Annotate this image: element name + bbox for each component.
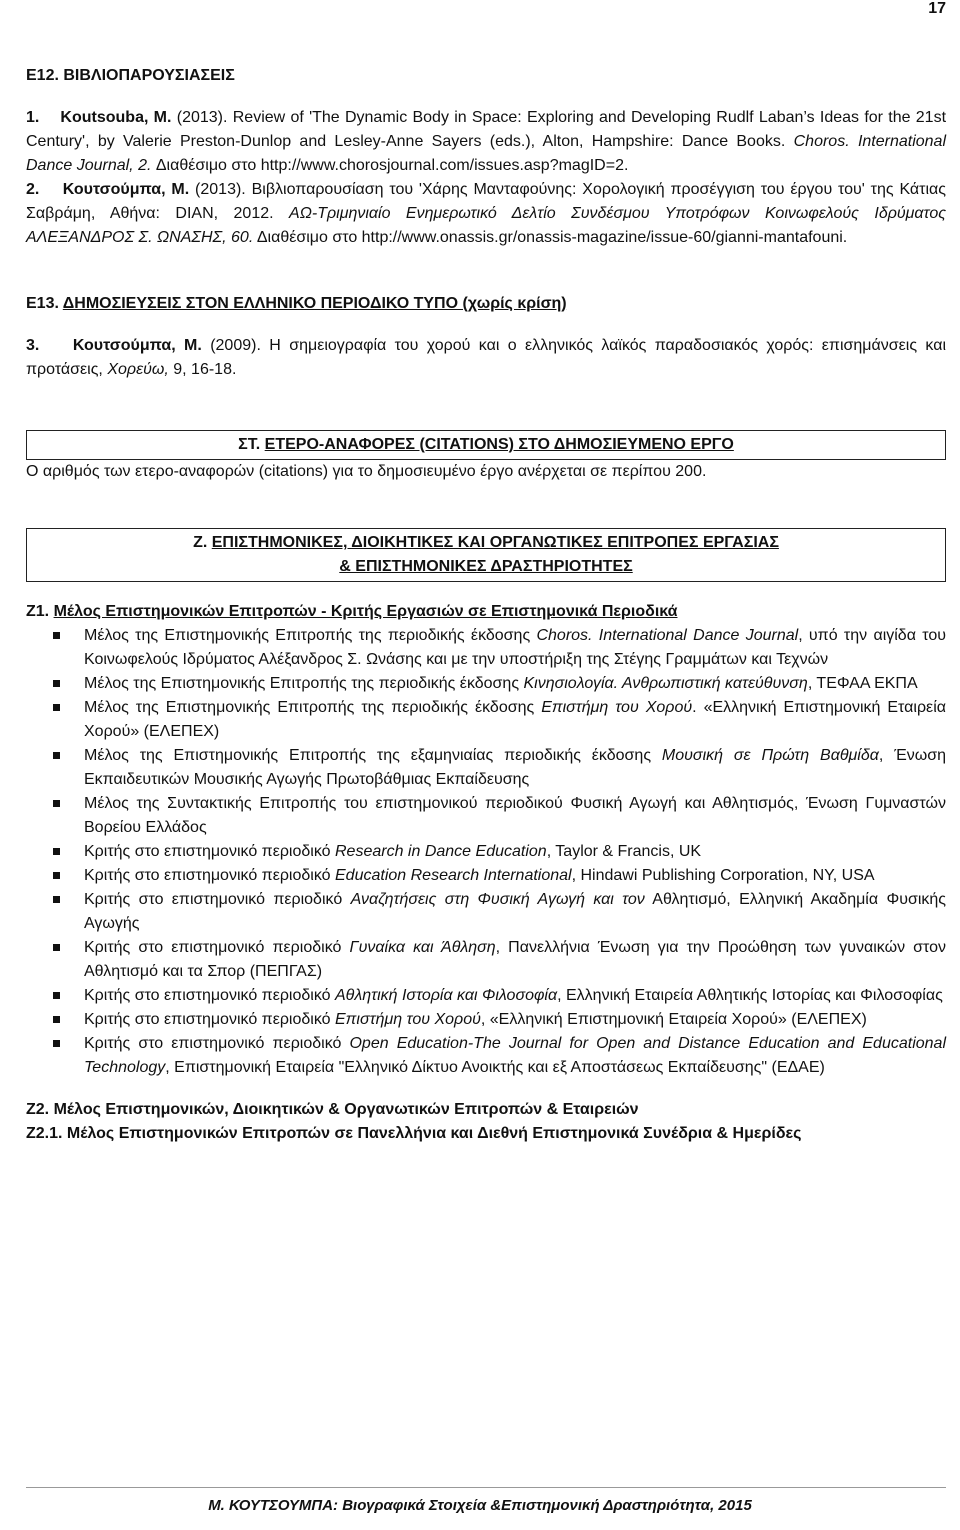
ref-text: Review of 'The Dynamic Body in Space: Exploring and Developing Rudlf Laban’s Ideas for the 21st Century', by Valerie Preston-Dunlop and Lesley-Anne Sayers (eds.), Alton, Hampshire: Dance Books.: [26, 109, 947, 150]
list-item: Κριτής στο επιστημονικό περιοδικό Education Research International, Hindawi Publishing Corporation, NY, USA: [26, 864, 946, 888]
section-st-heading: ΕΤΕΡΟ-ΑΝΑΦΟΡΕΣ (CITATIONS) ΣΤΟ ΔΗΜΟΣΙΕΥΜΕΝΟ ΕΡΓΟ: [264, 436, 734, 453]
ref-availability: Διαθέσιμο στο http://www.chorosjournal.com/issues.asp?magID=2.: [155, 157, 629, 174]
section-e13-number: Ε13.: [26, 295, 59, 312]
list-item: Μέλος της Επιστημονικής Επιτροπής της περιοδικής έκδοσης Επιστήμη του Χορού. «Ελληνική Επιστημονική Εταιρεία Χορού» (ΕΛΕΠΕΧ): [26, 696, 946, 744]
list-item: Κριτής στο επιστημονικό περιοδικό Αθλητική Ιστορία και Φιλοσοφία, Ελληνική Εταιρεία Αθλητικής Ιστορίας και Φιλοσοφίας: [26, 984, 946, 1008]
ref-author: Κουτσούμπα, Μ.: [72, 337, 202, 354]
ref-text: Βιβλιοπαρουσίαση του 'Χάρης Μανταφούνης: Χορολογική προσέγγιση του έργου του' της Κάτιας Σαβράμη, Αθήνα: DIAN, 2012.: [26, 181, 947, 222]
ref-journal: Choros. International Dance Journal, 2.: [26, 133, 947, 174]
section-st-box: [26, 430, 946, 460]
list-item: Μέλος της Επιστημονικής Επιτροπής της περιοδικής έκδοσης Choros. International Dance Journal, υπό την αιγίδα του Κοινωφελούς Ιδρύματος Αλέξανδρος Σ. Ωνάσης και με την υποστήριξη της Στέγης Γραμμάτων και Τεχνών: [26, 624, 946, 672]
ref-year: (2013).: [195, 181, 246, 198]
section-e12-heading: Ε12. ΒΙΒΛΙΟΠΑΡΟΥΣΙΑΣΕΙΣ: [26, 67, 235, 84]
list-item: Μέλος της Επιστημονικής Επιτροπής της περιοδικής έκδοσης Κινησιολογία. Ανθρωπιστική κατεύθυνση, ΤΕΦΑΑ ΕΚΠΑ: [26, 672, 946, 696]
section-e13-heading: [26, 292, 946, 316]
section-z-heading-line2: & ΕΠΙΣΤΗΜΟΝΙΚΕΣ ΔΡΑΣΤΗΡΙΟΤΗΤΕΣ: [339, 558, 633, 575]
ref-year: (2013).: [176, 109, 228, 126]
ref-number: 1.: [26, 109, 40, 126]
list-item: Κριτής στο επιστημονικό περιοδικό Open Education-The Journal for Open and Distance Education and Educational Technology, Επιστημονική Εταιρεία "Ελληνικό Δίκτυο Ανοικτής και εξ Αποστάσεως Εκπαίδευσης" (ΕΔΑΕ): [26, 1032, 946, 1080]
ref-author: Κουτσούμπα, Μ.: [62, 181, 190, 198]
ref-number: 2.: [26, 181, 40, 198]
reference-3: [26, 334, 946, 382]
ref-availability: Διαθέσιμο στο http://www.onassis.gr/onassis-magazine/issue-60/gianni-mantafouni.: [256, 229, 848, 246]
page-footer: Μ. ΚΟΥΤΣΟΥΜΠΑ: Βιογραφικά Στοιχεία &Επιστημονική Δραστηριότητα, 2015: [208, 1497, 752, 1514]
ref-journal: ΑΩ-Τριμηνιαίο Ενημερωτικό Δελτίο Συνδέσμου Υποτρόφων Κοινωφελούς Ιδρύματος ΑΛΕΞΑΝΔΡΟΣ Σ. ΩΝΑΣΗΣ, 60.: [26, 205, 946, 246]
section-z-box: [26, 528, 946, 582]
list-item: Κριτής στο επιστημονικό περιοδικό Επιστήμη του Χορού, «Ελληνική Επιστημονική Εταιρεία Χορού» (ΕΛΕΠΕΧ): [26, 1008, 946, 1032]
section-z2-1-heading: Ζ2.1. Μέλος Επιστημονικών Επιτροπών σε Πανελλήνια και Διεθνή Επιστημονικά Συνέδρια & Ημερίδες: [26, 1125, 802, 1142]
list-item: Μέλος της Επιστημονικής Επιτροπής της εξαμηνιαίας περιοδικής έκδοσης Μουσική σε Πρώτη Βαθμίδα, Ένωση Εκπαιδευτικών Μουσικής Αγωγής Πρωτοβάθμιας Εκπαίδευσης: [26, 744, 946, 792]
section-z1-number: Ζ1.: [26, 603, 50, 620]
section-st-text: Ο αριθμός των ετερο-αναφορών (citations) για το δημοσιευμένο έργο ανέρχεται σε περίπου 200.: [26, 463, 707, 480]
reference-2: [26, 178, 946, 250]
footer-divider: [26, 1487, 946, 1488]
section-z-heading-line1: [27, 531, 945, 555]
list-item: Μέλος της Συντακτικής Επιτροπής του επιστημονικού περιοδικού Φυσική Αγωγή και Αθλητισμός, Ένωση Γυμναστών Βορείου Ελλάδος: [26, 792, 946, 840]
page-content: [26, 64, 946, 1146]
ref-year: (2009).: [210, 337, 261, 354]
section-z2-heading: Ζ2. Μέλος Επιστημονικών, Διοικητικών & Οργανωτικών Επιτροπών & Εταιρειών: [26, 1101, 639, 1118]
ref-journal: Χορεύω,: [107, 361, 169, 378]
section-z-title: ΕΠΙΣΤΗΜΟΝΙΚΕΣ, ΔΙΟΙΚΗΤΙΚΕΣ ΚΑΙ ΟΡΓΑΝΩΤΙΚΕΣ ΕΠΙΤΡΟΠΕΣ ΕΡΓΑΣΙΑΣ: [211, 534, 779, 551]
section-st-prefix: ΣΤ.: [238, 436, 261, 453]
ref-pages: 9, 16-18.: [173, 361, 237, 378]
reference-1: [26, 106, 946, 178]
committee-list: [26, 624, 946, 1080]
section-e13-title: ΔΗΜΟΣΙΕΥΣΕΙΣ ΣΤΟΝ ΕΛΛΗΝΙΚΟ ΠΕΡΙΟΔΙΚΟ ΤΥΠΟ (χωρίς κρίση): [62, 295, 567, 312]
section-z-prefix: Ζ.: [193, 534, 208, 551]
section-z1-heading: [26, 600, 946, 624]
ref-number: 3.: [26, 337, 40, 354]
list-item: Κριτής στο επιστημονικό περιοδικό Γυναίκα και Άθληση, Πανελλήνια Ένωση για την Προώθηση των γυναικών στον Αθλητισμό και τα Σπορ (ΠΕΠΓΑΣ): [26, 936, 946, 984]
ref-text: Η σημειογραφία του χορού και ο ελληνικός λαϊκός παραδοσιακός χορός: επισημάνσεις και προτάσεις,: [26, 337, 947, 378]
ref-author: Koutsouba, M.: [60, 109, 172, 126]
section-z1-title: Μέλος Επιστημονικών Επιτροπών - Κριτής Εργασιών σε Επιστημονικά Περιοδικά: [53, 603, 678, 620]
list-item: Κριτής στο επιστημονικό περιοδικό Αναζητήσεις στη Φυσική Αγωγή και τον Αθλητισμό, Ελληνική Ακαδημία Φυσικής Αγωγής: [26, 888, 946, 936]
list-item: Κριτής στο επιστημονικό περιοδικό Research in Dance Education, Taylor & Francis, UK: [26, 840, 946, 864]
page-number: 17: [928, 0, 946, 17]
